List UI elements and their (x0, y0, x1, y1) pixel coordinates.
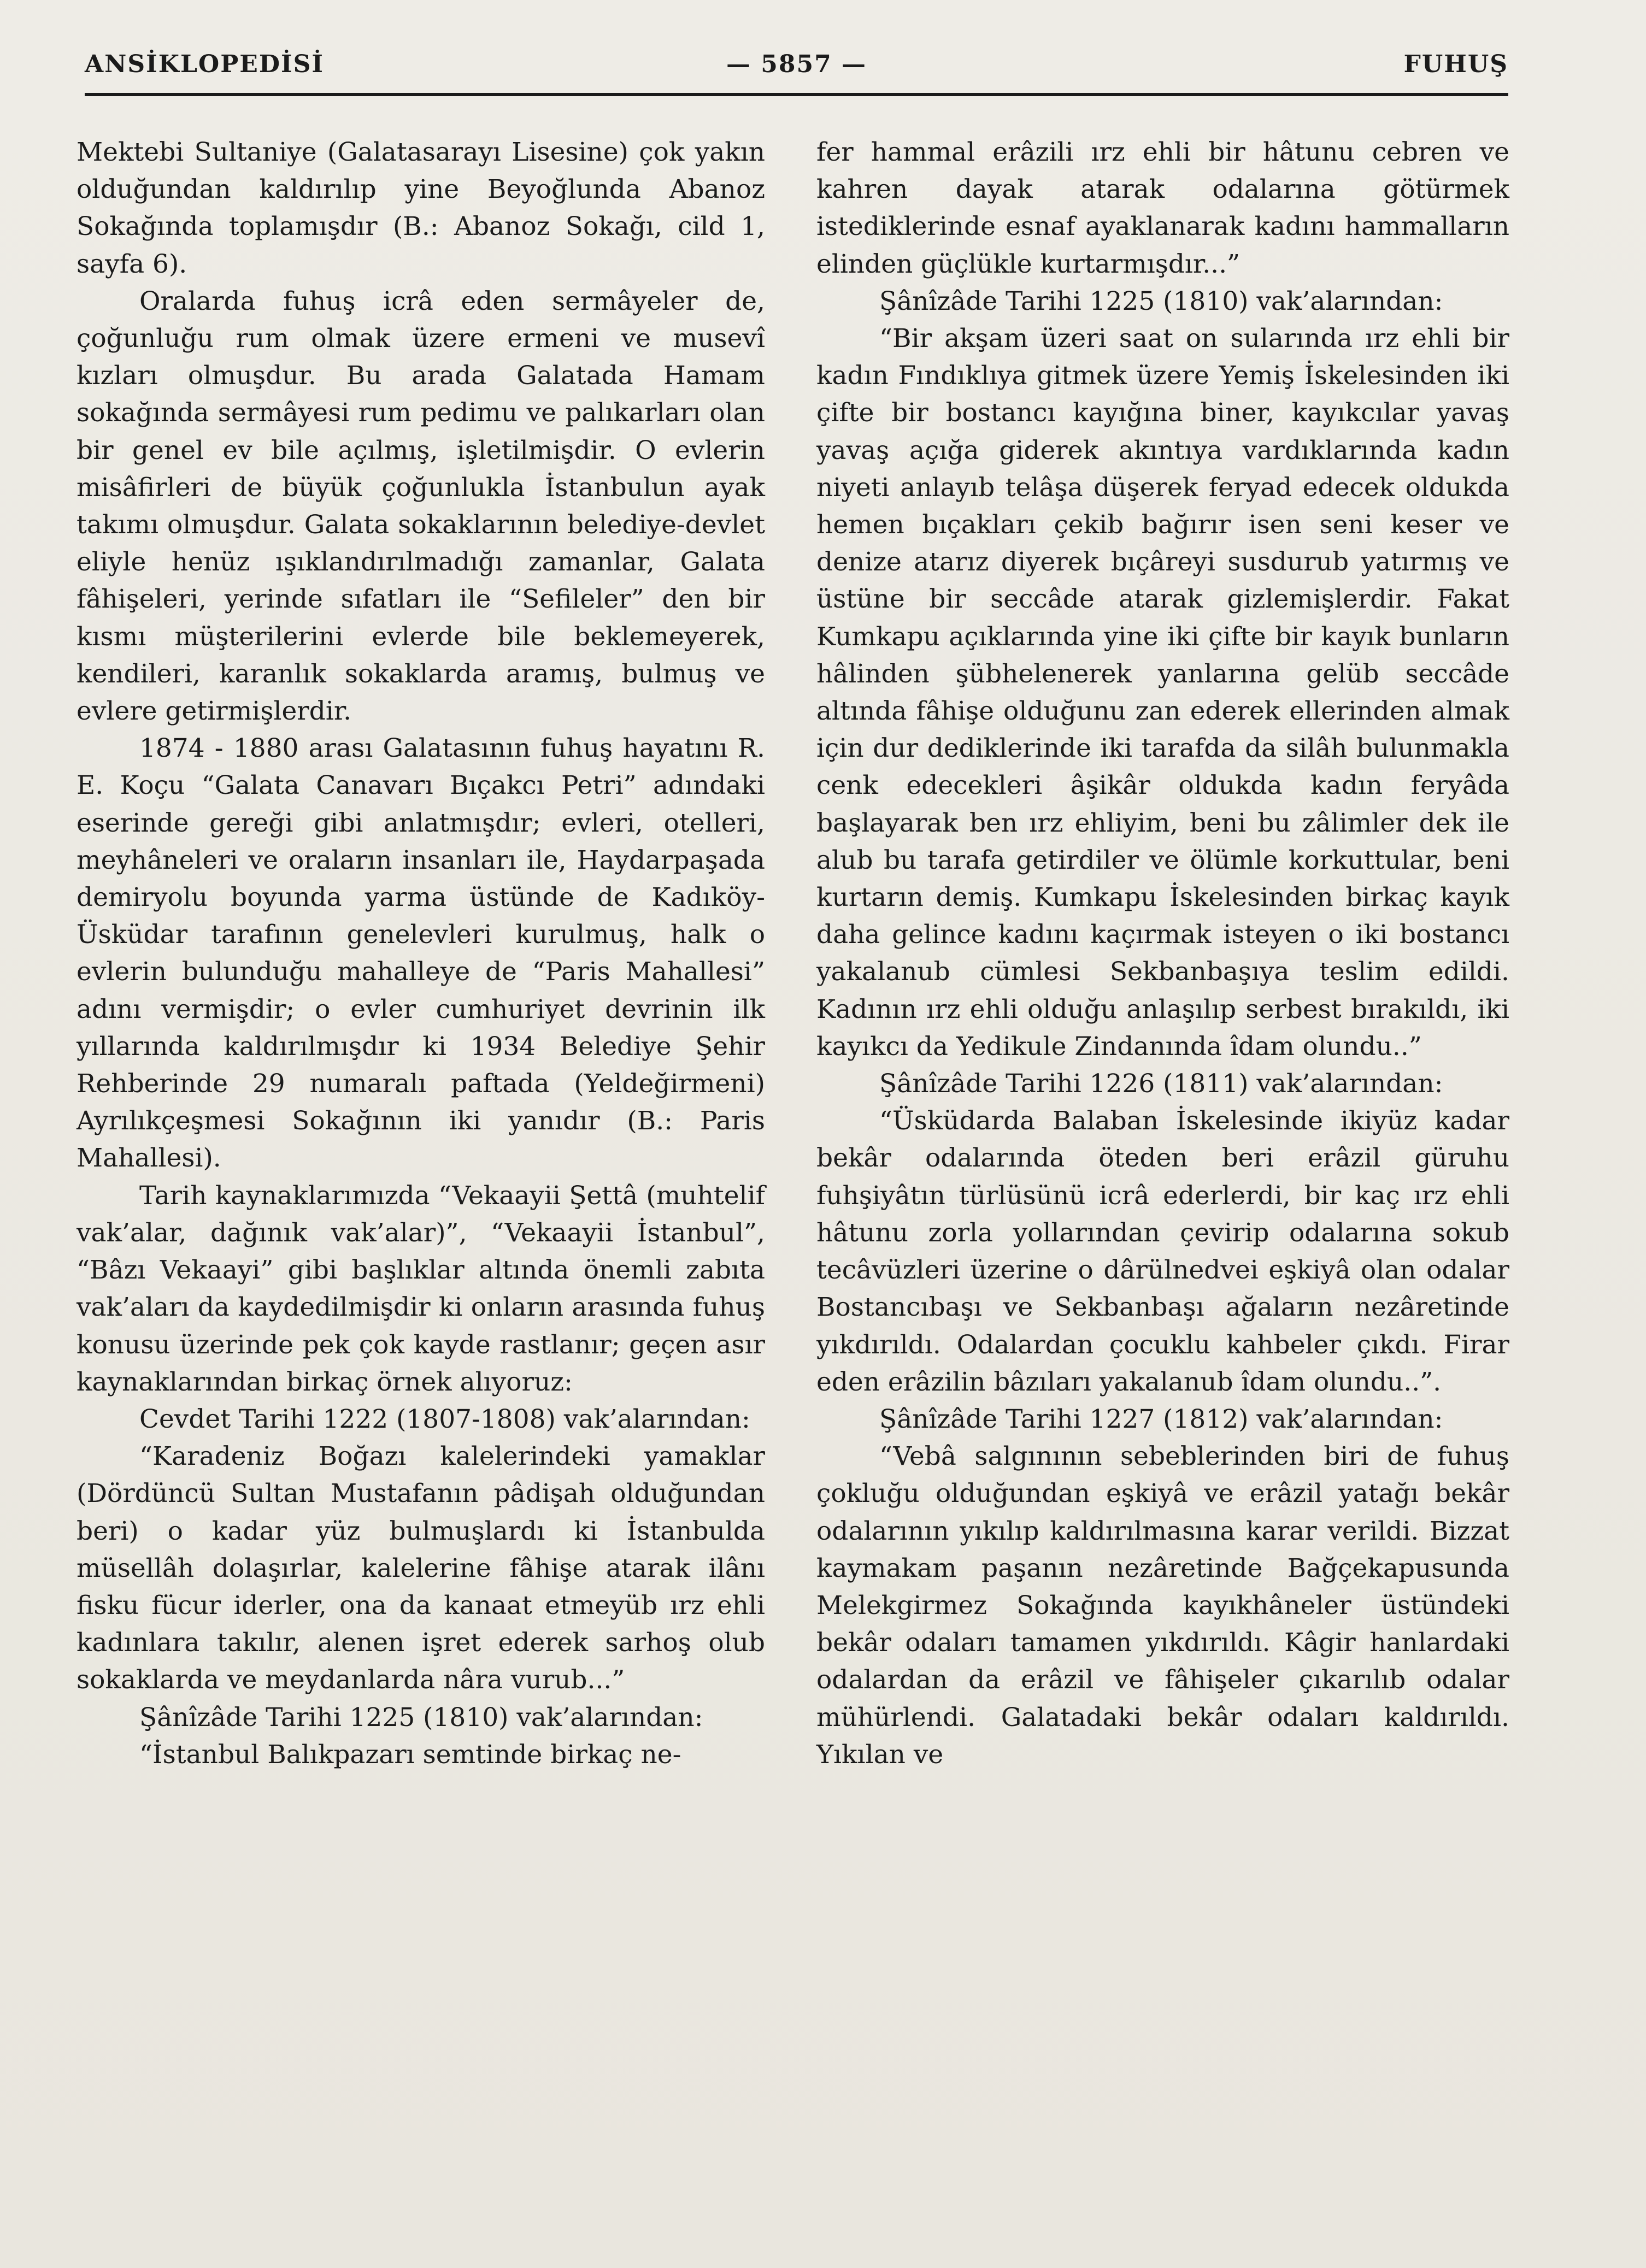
right-column (816, 134, 1509, 1774)
running-head-left: ANSİKLOPEDİSİ (85, 50, 324, 78)
quotation: “Bir akşam üzeri saat on sularında ırz ehli bir kadın Fındıklıya gitmek üzere Yemiş İskelesinden iki çifte bir bostancı kayığına biner, kayıkcılar yavaş yavaş açığa giderek akıntıya vardıklarında kadın niyeti anlayıb telâşa düşerek feryad edecek oldukda hemen bıçakları çekib bağırır isen seni keser ve denize atarız diyerek bıçâreyi susdurub yatırmış ve üstüne bir seccâde atarak gizlemişlerdir. Fakat Kumkapu açıklarında yine iki çifte bir kayık bunların hâlinden şübhelenerek yanlarına gelüb seccâde altında fâhişe olduğunu zan ederek ellerinden almak için dur dediklerinde iki tarafda da silâh bulunmakla cenk edecekleri âşikâr oldukda kadın feryâda başlayarak ben ırz ehliyim, beni bu zâlimler dek ile alub bu tarafa getirdiler ve ölümle korkuttular, beni kurtarın demiş. Kumkapu İskelesinden birkaç kayık daha gelince kadını kaçırmak isteyen o iki bostancı yakalanub cümlesi Sekbanbaşıya teslim edildi. Kadının ırz ehli olduğu anlaşılıp serbest bırakıldı, iki kayıkcı da Yedikule Zindanında îdam olundu..” (816, 323, 1509, 1062)
source-citation: Cevdet Tarihi 1222 (1807-1808) vak’alarından: (139, 1404, 750, 1434)
source-citation: Şânîzâde Tarihi 1226 (1811) vak’alarından: (879, 1069, 1443, 1099)
source-citation: Şânîzâde Tarihi 1225 (1810) vak’alarından: (139, 1702, 703, 1733)
running-head-right: FUHUŞ (1403, 50, 1508, 78)
header-rule (85, 93, 1508, 96)
page-header (85, 50, 1508, 94)
quotation: “Üsküdarda Balaban İskelesinde ikiyüz kadar bekâr odalarında öteden beri erâzil güruhu fuhşiyâtın türlüsünü icrâ ederlerdi, bir kaç ırz ehli hâtunu zorla yollarından çevirip odalarına sokub tecâvüzleri üzerine o dârülnedvei eşkiyâ olan odalar Bostancıbaşı ve Sekbanbaşı ağaların nezâretinde yıkdırıldı. Odalardan çocuklu kahbeler çıkdı. Firar eden erâzilin bâzıları yakalanub îdam olundu..”. (816, 1106, 1509, 1397)
paragraph: Mektebi Sultaniye (Galatasarayı Lisesine) çok yakın olduğundan kaldırılıp yine Beyoğlunda Abanoz Sokağında toplamışdır (B.: Abanoz Sokağı, cild 1, sayfa 6). (77, 137, 765, 279)
source-citation: Şânîzâde Tarihi 1225 (1810) vak’alarından: (879, 286, 1443, 316)
paragraph: 1874 - 1880 arası Galatasının fuhuş hayatını R. E. Koçu “Galata Canavarı Bıçakcı Petri” adındaki eserinde gereği gibi anlatmışdır; evleri, otelleri, meyhâneleri ve oraların insanları ile, Haydarpaşada demiryolu boyunda yarma üstünde de Kadıköy-Üsküdar tarafının genelevleri kurulmuş, halk o evlerin bulunduğu mahalleye de “Paris Mahallesi” adını vermişdir; o evler cumhuriyet devrinin ilk yıllarında kaldırılmışdır ki 1934 Belediye Şehir Rehberinde 29 numaralı paftada (Yeldeğirmeni) Ayrılıkçeşmesi Sokağının iki yanıdır (B.: Paris Mahallesi). (77, 733, 765, 1174)
source-citation: Şânîzâde Tarihi 1227 (1812) vak’alarından: (879, 1404, 1443, 1434)
paragraph: Oralarda fuhuş icrâ eden sermâyeler de, çoğunluğu rum olmak üzere ermeni ve musevî kızları olmuşdur. Bu arada Galatada Hamam sokağında sermâyesi rum pedimu ve palıkarları olan bir genel ev bile açılmış, işletilmişdir. O evlerin misâfirleri de büyük çoğunlukla İstanbulun ayak takımı olmuşdur. Galata sokaklarının belediye-devlet eliyle henüz ışıklandırılmadığı zamanlar, Galata fâhişeleri, yerinde sıfatları ile “Sefileler” den bir kısmı müşterilerini evlerde bile beklemeyerek, kendileri, karanlık sokaklarda aramış, bulmuş ve evlere getirmişlerdir. (77, 286, 765, 727)
quotation: “İstanbul Balıkpazarı semtinde birkaç ne- (139, 1739, 681, 1770)
quotation: “Vebâ salgınının sebeblerinden biri de fuhuş çokluğu olduğundan eşkiyâ ve erâzil yatağı bekâr odalarının yıkılıp kaldırılmasına karar verildi. Bizzat kaymakam paşanın nezâretinde Bağçekapusunda Melekgirmez Sokağında kayıkhâneler üstündeki bekâr odaları tamamen yıkdırıldı. Kâgir hanlardaki odalardan da erâzil ve fâhişeler çıkarılıb odalar mühürlendi. Galatadaki bekâr odaları kaldırıldı. Yıkılan ve (816, 1441, 1509, 1770)
paragraph: Tarih kaynaklarımızda “Vekaayii Şettâ (muhtelif vak’alar, dağınık vak’alar)”, “Vekaayii İstanbul”, “Bâzı Vekaayi” gibi başlıklar altında önemli zabıta vak’aları da kaydedilmişdir ki onların arasında fuhuş konusu üzerinde pek çok kayde rastlanır; geçen asır kaynaklarından birkaç örnek alıyoruz: (77, 1180, 765, 1397)
left-column (77, 134, 765, 1774)
quotation-continued: fer hammal erâzili ırz ehli bir hâtunu cebren ve kahren dayak atarak odalarına götürmek istediklerinde esnaf ayaklanarak kadını hammalların elinden güçlükle kurtarmışdır...” (816, 137, 1509, 279)
quotation: “Karadeniz Boğazı kalelerindeki yamaklar (Dördüncü Sultan Mustafanın pâdişah olduğundan beri) o kadar yüz bulmuşlardı ki İstanbulda müsellâh dolaşırlar, kalelerine fâhişe atarak ilânı fisku fücur iderler, ona da kanaat etmeyüb ırz ehli kadınlara takılır, alenen işret ederek sarhoş olub sokaklarda ve meydanlarda nâra vurub...” (77, 1441, 765, 1695)
page-number: — 5857 — (726, 50, 867, 78)
